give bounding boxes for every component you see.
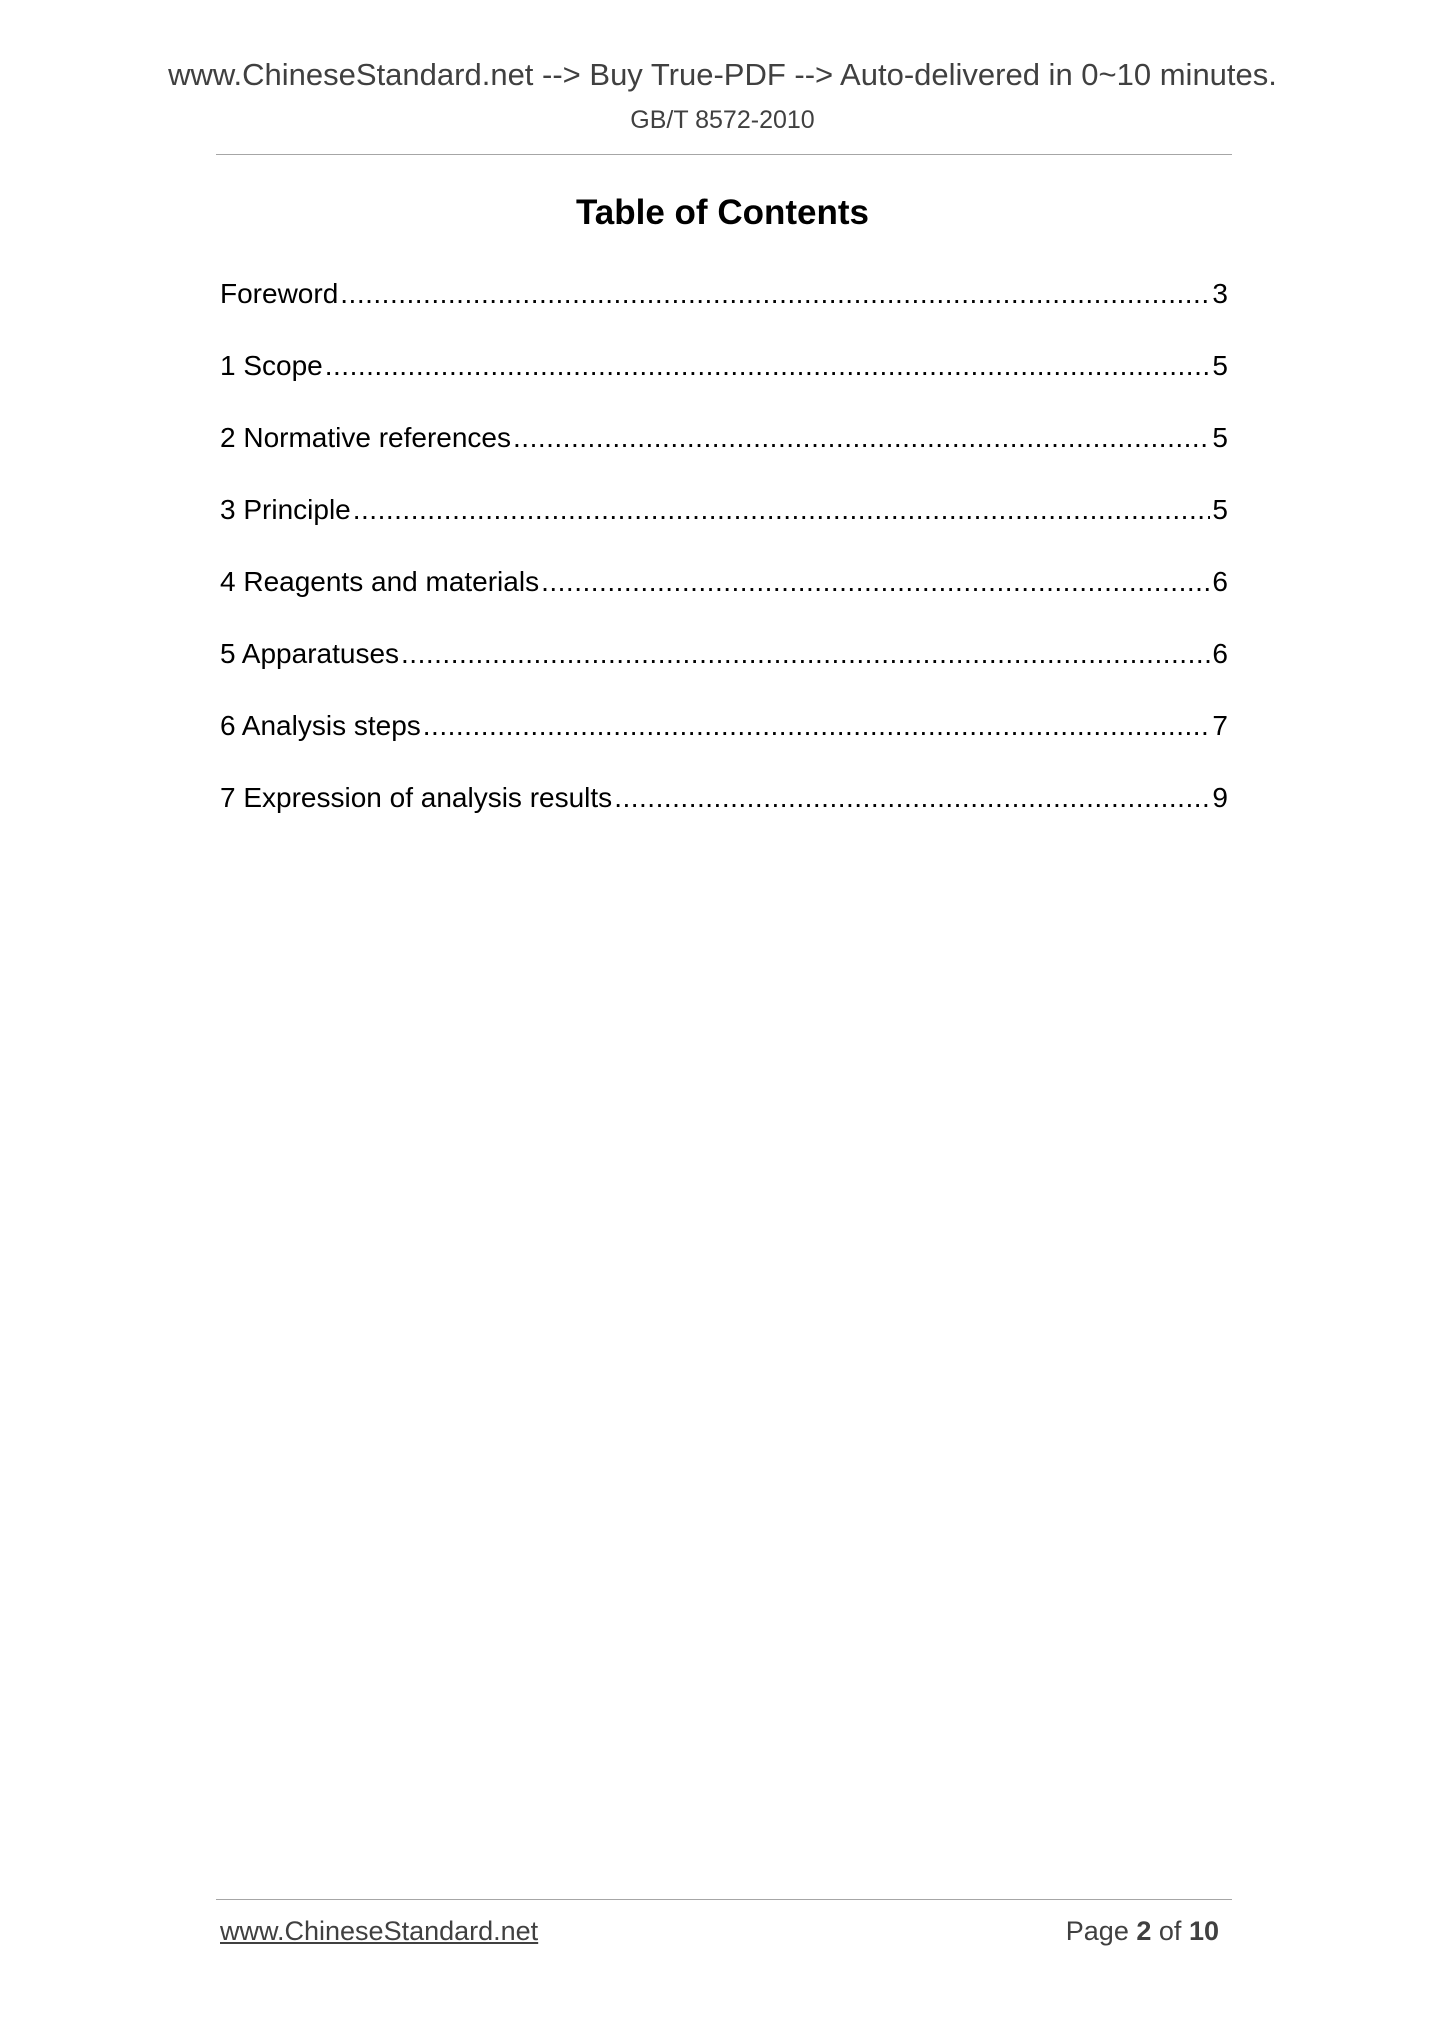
page-total: 10 bbox=[1188, 1916, 1219, 1946]
toc-dot-leader bbox=[325, 340, 1211, 392]
toc-dot-leader bbox=[340, 268, 1210, 320]
toc-entry-label: 6 Analysis steps bbox=[220, 710, 421, 741]
toc-entry-analysis-steps[interactable] bbox=[220, 700, 1228, 772]
page-prefix: Page bbox=[1065, 1916, 1129, 1946]
toc-entry-foreword[interactable] bbox=[220, 268, 1228, 340]
toc-entry-page: 7 bbox=[1212, 710, 1228, 741]
toc-entry-apparatuses[interactable] bbox=[220, 628, 1228, 700]
toc-entry-reagents-and-materials[interactable] bbox=[220, 556, 1228, 628]
toc-title: Table of Contents bbox=[576, 193, 869, 232]
toc-entry-label: 4 Reagents and materials bbox=[220, 566, 540, 597]
header-banner: www.ChineseStandard.net --> Buy True-PDF --> Auto-delivered in 0~10 minutes. bbox=[168, 57, 1277, 92]
toc-entry-page: 9 bbox=[1212, 782, 1228, 813]
toc-dot-leader bbox=[401, 628, 1210, 680]
toc-entry-scope[interactable] bbox=[220, 340, 1228, 412]
toc-entry-label: Foreword bbox=[220, 278, 339, 309]
toc-entry-normative-references[interactable] bbox=[220, 412, 1228, 484]
toc-dot-leader bbox=[353, 484, 1211, 536]
toc-dot-leader bbox=[541, 556, 1210, 608]
toc-entry-page: 6 bbox=[1212, 638, 1228, 669]
footer-divider bbox=[216, 1899, 1232, 1900]
header-divider bbox=[216, 154, 1232, 155]
toc-list bbox=[220, 268, 1228, 844]
toc-entry-page: 5 bbox=[1212, 350, 1228, 381]
page-of: of bbox=[1158, 1916, 1182, 1946]
toc-entry-expression-of-analysis-results[interactable] bbox=[220, 772, 1228, 844]
toc-entry-label: 7 Expression of analysis results bbox=[220, 782, 613, 813]
toc-entry-label: 5 Apparatuses bbox=[220, 638, 400, 669]
toc-entry-page: 5 bbox=[1212, 494, 1228, 525]
toc-entry-page: 5 bbox=[1212, 422, 1228, 453]
toc-entry-label: 2 Normative references bbox=[220, 422, 512, 453]
page-indicator bbox=[1066, 1916, 1219, 1947]
standard-code: GB/T 8572-2010 bbox=[630, 106, 815, 134]
toc-entry-label: 1 Scope bbox=[220, 350, 323, 381]
toc-entry-page: 3 bbox=[1212, 278, 1228, 309]
toc-dot-leader bbox=[614, 772, 1210, 824]
footer-site-link[interactable]: www.ChineseStandard.net bbox=[220, 1916, 539, 1946]
toc-entry-principle[interactable] bbox=[220, 484, 1228, 556]
toc-dot-leader bbox=[513, 412, 1210, 464]
page-current: 2 bbox=[1136, 1916, 1152, 1946]
toc-dot-leader bbox=[423, 700, 1211, 752]
toc-entry-page: 6 bbox=[1212, 566, 1228, 597]
toc-entry-label: 3 Principle bbox=[220, 494, 351, 525]
